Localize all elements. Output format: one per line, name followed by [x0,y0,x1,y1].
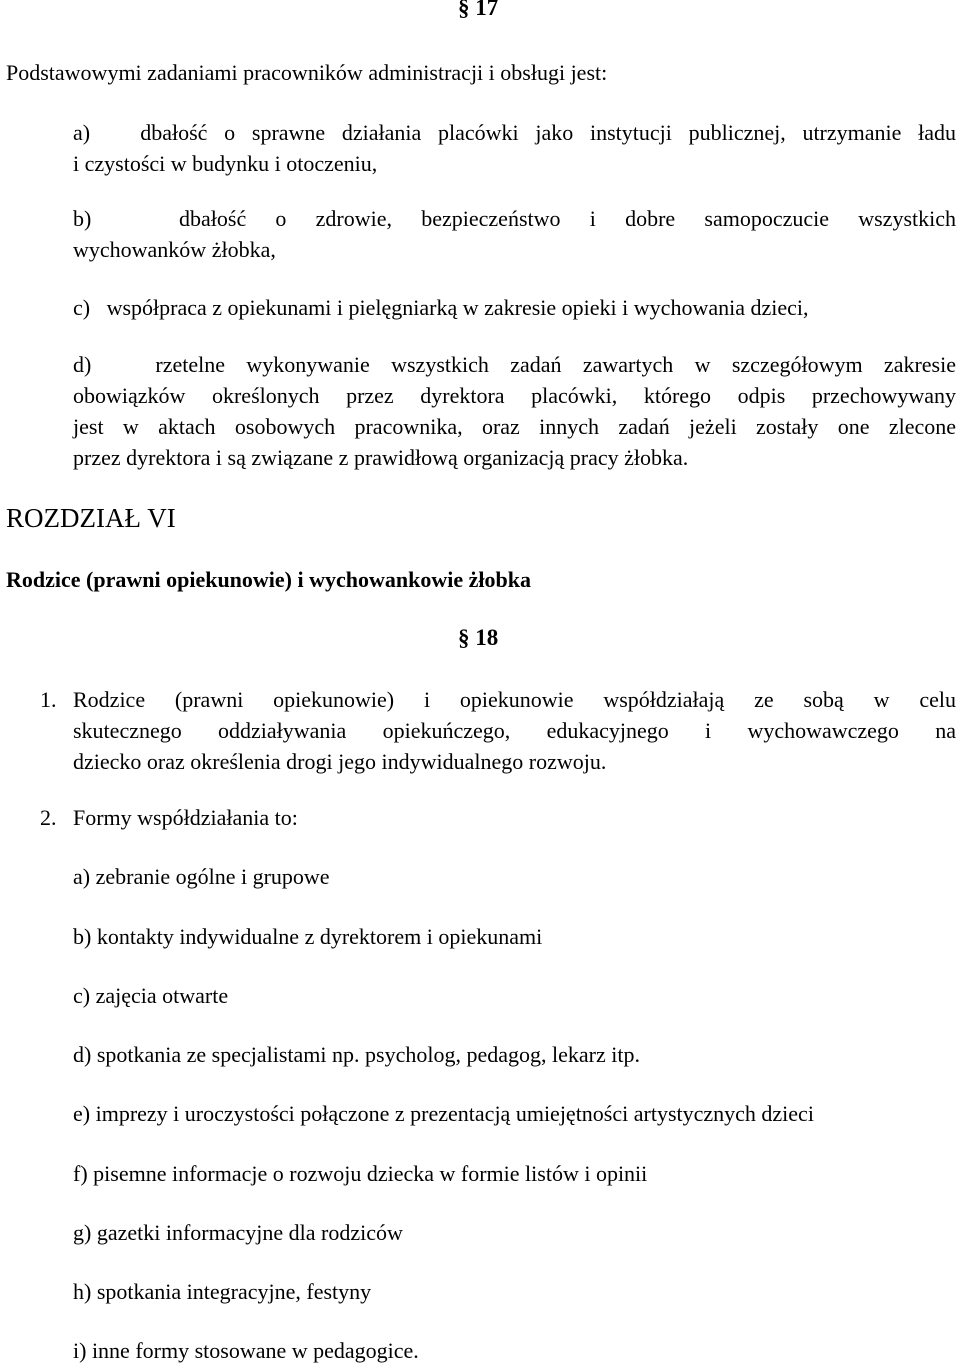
form-item-b: b) kontakty indywidualne z dyrektorem i opiekunami [73,924,543,949]
point-1-line-1: Rodzice (prawni opiekunowie) i opiekunowie współdziałają ze sobą w celu [73,687,956,712]
point-1-number: 1. [40,687,57,712]
point-2-text: Formy współdziałania to: [73,805,298,830]
section-18-mark: § 18 [458,625,499,650]
form-item-e: e) imprezy i uroczystości połączone z prezentacją umiejętności artystycznych dzieci [73,1101,814,1126]
duty-c-line-1: c) współpraca z opiekunami i pielęgniarką w zakresie opieki i wychowania dzieci, [73,295,809,320]
point-2-number: 2. [40,805,57,830]
point-1-line-3: dziecko oraz określenia drogi jego indywidualnego rozwoju. [73,749,607,774]
duty-d-line-1: d) rzetelne wykonywanie wszystkich zadań zawartych w szczegółowym zakresie [73,352,956,377]
duty-d-line-2: obowiązków określonych przez dyrektora placówki, którego odpis przechowywany [73,383,956,408]
section-17-mark: § 17 [458,0,499,20]
form-item-g: g) gazetki informacyjne dla rodziców [73,1220,403,1245]
intro-text: Podstawowymi zadaniami pracowników administracji i obsługi jest: [6,60,608,85]
duty-a-line-1: a) dbałość o sprawne działania placówki jako instytucji publicznej, utrzymanie ładu [73,120,956,145]
form-item-c: c) zajęcia otwarte [73,983,229,1008]
form-item-i: i) inne formy stosowane w pedagogice. [73,1338,419,1363]
duty-item-c [73,292,956,323]
form-item-h: h) spotkania integracyjne, festyny [73,1279,372,1304]
form-item-a: a) zebranie ogólne i grupowe [73,864,330,889]
chapter-subtitle: Rodzice (prawni opiekunowie) i wychowankowie żłobka [6,567,531,592]
duty-item-b [73,203,956,265]
form-item-f: f) pisemne informacje o rozwoju dziecka w formie listów i opinii [73,1161,648,1186]
chapter-title: ROZDZIAŁ VI [6,503,176,533]
point-1-text [73,684,956,777]
duty-a-line-2: i czystości w budynku i otoczeniu, [73,151,378,176]
point-1-line-2: skutecznego oddziaływania opiekuńczego, edukacyjnego i wychowawczego na [73,718,956,743]
duty-b-line-2: wychowanków żłobka, [73,237,276,262]
duty-b-line-1: b) dbałość o zdrowie, bezpieczeństwo i dobre samopoczucie wszystkich [73,206,956,231]
duty-item-a [73,117,956,179]
form-item-d: d) spotkania ze specjalistami np. psycholog, pedagog, lekarz itp. [73,1042,640,1067]
duty-d-line-3: jest w aktach osobowych pracownika, oraz innych zadań jeżeli zostały one zlecone [73,414,956,439]
duty-d-line-4: przez dyrektora i są związane z prawidłową organizacją pracy żłobka. [73,445,689,470]
duty-item-d [73,349,956,473]
